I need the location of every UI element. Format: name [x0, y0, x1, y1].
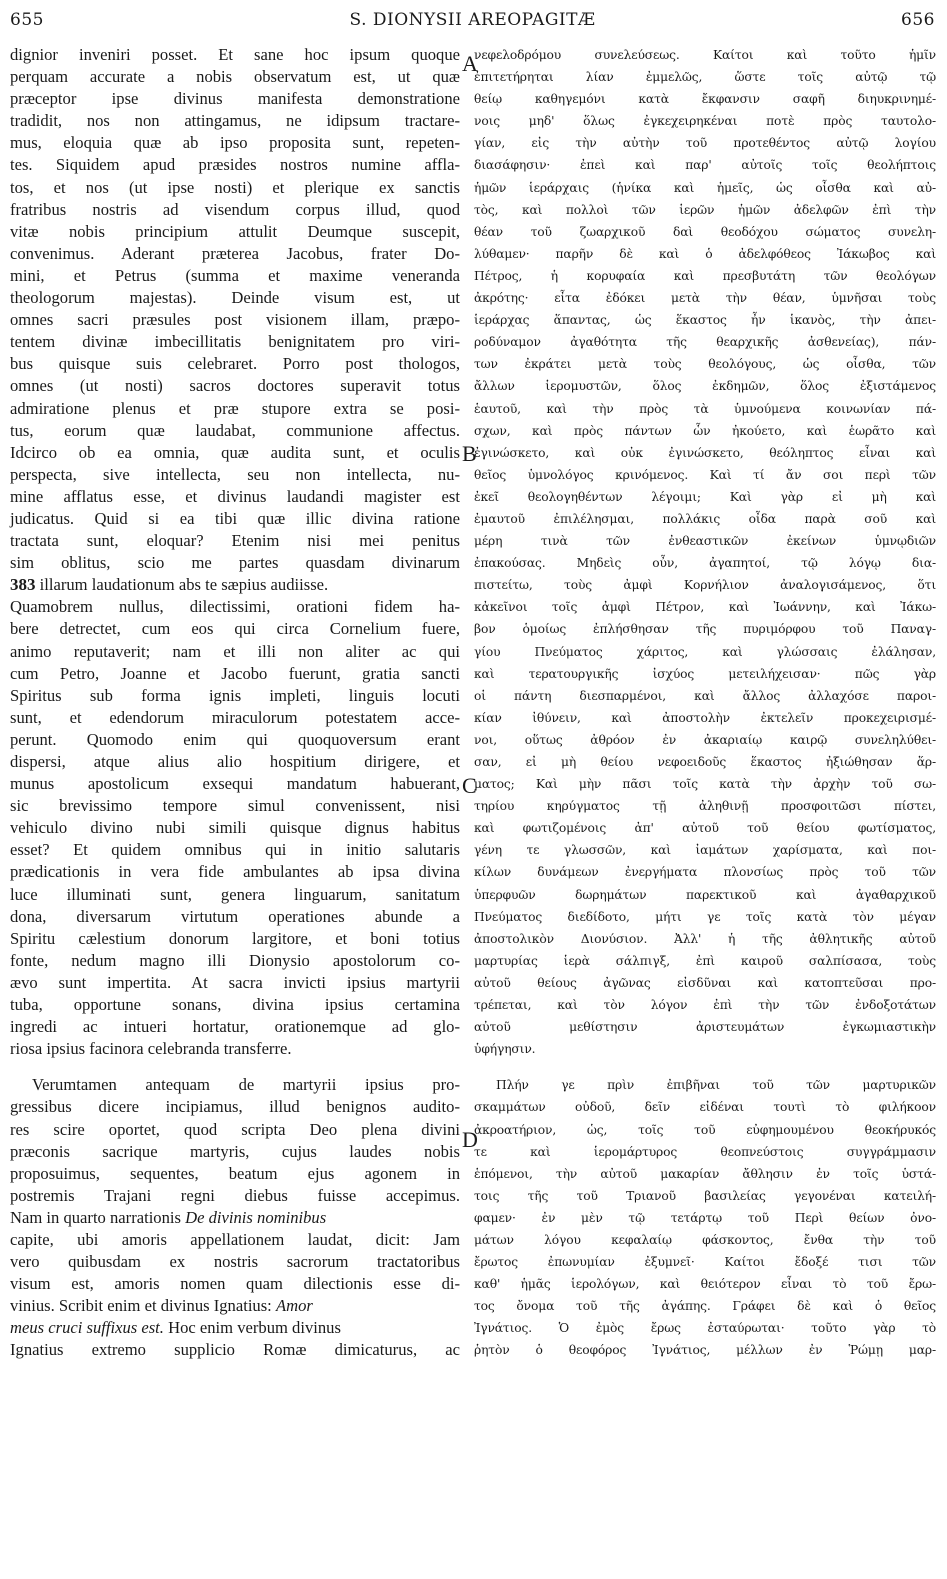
italic-quote: meus cruci suffixus est. — [10, 1318, 164, 1338]
text-line: οἱ πάντη διεσπαρμένοι, καὶ ἄλλος ἀλλαχόσε παροι- — [474, 688, 936, 703]
text-line: riosa ipsius facinora celebranda transferre. — [10, 1039, 292, 1059]
text-line: mini, et Petrus (summa et maxime veneranda — [10, 265, 460, 285]
text-line: κἀκεῖνοι τοῖς ἀμφὶ Πέτρον, καὶ Ἰωάννην, καὶ Ἰάκω- — [474, 600, 936, 615]
text-line — [10, 1295, 460, 1317]
italic-quote: Amor — [275, 1296, 313, 1316]
margin-letter-c: C — [462, 773, 477, 798]
text-line: tuba, opportune sonans, divina ipsius certamina — [10, 995, 460, 1015]
text-line: capite, ubi amoris appellationem laudat, dicit: Jam — [10, 1229, 460, 1249]
text-line: dignior inveniri posset. Et sane hoc ipsum quoque — [10, 45, 460, 64]
text-line: μαρτυρίας ἱερὰ σάλπιγξ, ἐπὶ καιροῦ σαλπίσασα, τοὺς — [474, 953, 936, 968]
text-line: ἑαυτοῦ, καὶ τὴν πρὸς τὰ ὑμνούμενα κοινωνίαν πά- — [474, 401, 936, 416]
text-line: Ἰγνάτιος. Ὁ ἐμὸς ἔρως ἐσταύρωται· τοῦτο γὰρ τὸ — [474, 1321, 936, 1336]
text-line: Spiritus sub forma ignis impleti, linguis locuti — [10, 685, 460, 705]
text-line: Spiritu cælestium donorum largitore, et boni totius — [10, 928, 460, 948]
text-line: ἐκεῖ θεολογηθέντων λέγοιμι; Καὶ γὰρ εἰ μὴ καὶ — [474, 489, 936, 504]
text-line: ἐγινώσκετο, καὶ οὐκ ἐγινώσκετο, θεόληπτος εἶναι καὶ — [474, 445, 936, 460]
text-line — [10, 1317, 460, 1339]
greek-paragraph-1 — [474, 44, 936, 1060]
latin-paragraph-2 — [10, 1074, 460, 1361]
text-line: proposuimus, sequentes, beatum ejus agonem in — [10, 1163, 460, 1183]
paragraph-gap — [10, 1060, 460, 1074]
text-line: tes. Siquidem apud præsides nostros numine affla- — [10, 155, 460, 175]
text-line: esset? Et quidem omnibus qui in initio salutaris — [10, 840, 460, 860]
text-line: πιστείτω, τοὺς ἀμφὶ Κορνήλιον ἀναλογισάμενος, ὅτι — [474, 578, 936, 593]
text-line: tentem divinæ imbecillitatis benignitatem pro viri- — [10, 332, 460, 352]
text-line: visum est, amoris nomen quam dilectionis esse di- — [10, 1274, 460, 1294]
text-line: ροδύναμον ἀγαθότητα τῆς θεαρχικῆς ἀσθενείας), πάν- — [474, 335, 936, 350]
text-line: Ignatius extremo supplicio Romæ dimicaturus, ac — [10, 1340, 460, 1360]
text-line: κίαν ἰθύνειν, καὶ ἀποστολὴν ἐκτελεῖν προκεχειρισμέ- — [474, 710, 936, 725]
text-line: αὐτοῦ θείους ἀγῶνας εἰσδῦναι καὶ κατοπτεῦσαι προ- — [474, 975, 936, 990]
text-line: postremis Trajani regni diebus fuisse accepimus. — [10, 1185, 460, 1205]
text-line: ῥητὸν ὁ θεοφόρος Ἰγνάτιος, μέλλων ἐν Ῥώμῃ μαρ- — [474, 1343, 936, 1358]
text-line: τε καὶ ἱερομάρτυρος θεοπνεύστοις συγγράμμασιν — [474, 1144, 936, 1159]
text-line: σαν, εἰ μὴ θείου νεφοειδοῦς ἕκαστος ἠξιώθησαν ἅρ- — [474, 755, 936, 769]
text-line: convenimus. Aderant præterea Jacobus, frater Do- — [10, 243, 460, 263]
paragraph-gap — [474, 1060, 936, 1074]
text-line: ἀκροατήριον, ὡς, τοῖς τοῦ εὐφημουμένου θεοκήρυκός — [474, 1122, 936, 1137]
text-line: perspecta, sive intellecta, seu non intellecta, nu- — [10, 464, 460, 484]
text-line — [10, 1207, 460, 1229]
text-line: ὑφήγησιν. — [474, 1042, 536, 1057]
text-line: vitæ nobis principium attulit Deumque suscepit, — [10, 221, 460, 241]
text-line: γίου Πνεύματος χάριτος, καὶ γλώσσαις ἐλάλησαν, — [474, 644, 936, 659]
line-text: Hoc enim verbum divinus — [163, 1318, 341, 1338]
text-line: Πλήν γε πρὶν ἐπιβῆναι τοῦ τῶν μαρτυρικῶν — [496, 1078, 936, 1093]
text-line: καὶ φωτιζομένοις ἀπ' αὐτοῦ τοῦ θείου φωτίσματος, — [474, 821, 936, 836]
text-line: ματος; Καὶ μὴν πᾶσι τοῖς κατὰ τὴν ἀρχὴν τοῦ σω- — [474, 777, 936, 792]
text-line: fonte, nedum magno illi Dionysio apostolorum co- — [10, 950, 460, 970]
text-line: tos, et nos (ut ipse nosti) et plerique ex sanctis — [10, 177, 460, 197]
latin-paragraph-1 — [10, 44, 460, 1060]
text-line: fratribus nostris ad visendum corpus illud, quod — [10, 199, 460, 219]
text-line: dona, diversarum virtutum operationes abunde a — [10, 906, 460, 926]
running-title: S. DIONYSII AREOPAGITÆ — [349, 10, 596, 30]
margin-letter-a: A — [462, 51, 478, 76]
text-line: βον ὁμοίως ἐπλήσθησαν τῆς πυριμόρφου τοῦ Παναγ- — [474, 622, 936, 637]
page-number-left: 655 — [10, 10, 44, 30]
text-line: Πέτρος, ἡ κορυφαία καὶ πρεσβυτάτη τῶν θεολόγων — [474, 268, 936, 283]
text-line: γίαν, εἰς τὴν αὐτὴν τοῦ προτεθέντος αὐτῷ λογίου — [474, 136, 936, 151]
text-line: θέαν τοῦ ζωαρχικοῦ δαὶ θεοδόχου σώματος συνελη- — [474, 224, 936, 239]
text-line: theologorum majestas). Deinde visum est, ut — [10, 288, 460, 308]
text-line: præconis sacrique martyris, cujus laudes nobis — [10, 1141, 460, 1161]
text-line: των ἐκράτει μετὰ τοὺς θεολόγους, ὡς οἶσθα, τῶν — [474, 357, 936, 372]
text-line: ὑπερφυῶν δωρημάτων παρεκτικοῦ καὶ ἀγαθαρχικοῦ — [474, 887, 936, 902]
text-line: sim oblitus, scio me partes quasdam divinarum — [10, 553, 460, 573]
text-line: perunt. Quomodo enim qui quoquoversum erant — [10, 729, 460, 749]
text-line: gressibus dicere incipiamus, illud benignos audito- — [10, 1097, 460, 1117]
text-line: νοι, οὕτως ἀθρόον ἐν ἀκαριαίῳ καιρῷ συνεληλύθει- — [474, 732, 936, 747]
text-line: mus, eloquia quæ ab ipso proposita sunt, repeten- — [10, 133, 460, 153]
greek-column — [474, 44, 936, 1362]
text-line: præceptor ipse divinus manifesta demonstratione — [10, 89, 460, 109]
text-line: τρέπεται, καὶ τὸν λόγον ἐπὶ τὴν τῶν ἐνδοξοτάτων — [474, 998, 936, 1013]
text-line: ἐμαυτοῦ ἐπιλέλησμαι, πολλάκις οἶδα παρὰ σοῦ καὶ — [474, 511, 936, 526]
text-line: καὶ τερατουργικῆς ἰσχύος μετειλήχεισαν· πῶς γὰρ — [474, 666, 936, 681]
text-line: ἔρωτος ἐπωνυμίαν ἐξυμνεῖ· Καίτοι ἔδοξέ τισι τῶν — [474, 1255, 936, 1270]
text-line: τὸς, καὶ πολλοὶ τῶν ἱερῶν ἡμῶν ἀδελφῶν ἐπὶ τὴν — [474, 202, 936, 217]
line-text: Nam in quarto narrationis — [10, 1207, 181, 1227]
text-line: ἡμῶν ἱεράρχαις (ἡνίκα καὶ ἡμεῖς, ὡς οἶσθα καὶ αὐ- — [474, 180, 936, 195]
text-line: νεφελοδρόμου συνελεύσεως. Καίτοι καὶ τοῦτο ἡμῖν — [474, 48, 936, 62]
text-line: μάτων λόγου κεφαλαίῳ φάσκοντος, ἔνθα τὴν τοῦ — [474, 1232, 936, 1247]
text-line: perquam accurate a nobis observatum est, ut quæ — [10, 67, 460, 87]
text-line: σχων, καὶ πρὸς πάντων ὧν ἠκούετο, καὶ ἑωρᾶτο καὶ — [474, 423, 936, 438]
column-number: 383 — [10, 575, 36, 595]
text-line: bus quisque suis celebraret. Porro post thologos, — [10, 354, 460, 374]
text-line: omnes sacri præsules post visionem illam, præpo- — [10, 310, 460, 330]
text-line: cum Petro, Joanne et Jacobo fuerunt, gratia sancti — [10, 663, 460, 683]
text-line: ἄλλων ἱερομυστῶν, ὅλος ἐκδημῶν, ὅλος ἐξιστάμενος — [474, 379, 936, 394]
text-line: bere detrectet, cum eos qui circa Cornelium fuere, — [10, 619, 460, 639]
text-line: vehiculo divino nubi simili quisque dignus habitus — [10, 818, 460, 838]
text-line: τοις τῆς τοῦ Τριανοῦ βασιλείας γεγονέναι κατειλή- — [474, 1188, 936, 1203]
latin-column — [10, 44, 460, 1362]
text-line: admiratione plenus et præ stupore extra se posi- — [10, 398, 460, 418]
text-line: ἐπιτετήρηται λίαν ἐμμελῶς, ὥστε τοῖς αὐτῷ τῷ — [474, 70, 936, 85]
text-line: judicatus. Quid si ea tibi quæ illic divina ratione — [10, 508, 460, 528]
text-line: munus apostolicum exsequi mandatum habuerant, — [10, 774, 460, 794]
text-line: θείῳ καθηγεμόνι κατὰ ἔκφανσιν σαφῆ διηυκρινημέ- — [474, 92, 936, 107]
text-line: σκαμμάτων οὐδοῦ, δεῖν εἰδέναι τουτὶ τὸ φιλήκοον — [474, 1100, 936, 1115]
text-line: μέρη τινὰ τῶν ἐνθεαστικῶν ἐκείνων ὑμνῳδιῶν — [474, 534, 936, 549]
text-line: ἀκρότης· εἶτα ἐδόκει μετὰ τὴν θέαν, ὑμνῆσαι τοὺς — [474, 291, 936, 306]
margin-letter-b: B — [462, 441, 477, 466]
greek-paragraph-2 — [474, 1074, 936, 1361]
text-line: ἐπακούσας. Μηδεὶς οὖν, ἀγαπητοί, τῷ λόγῳ δια- — [474, 556, 936, 571]
line-text: illarum laudationum abs te sæpius audiisse. — [35, 575, 329, 595]
text-line: ævo sunt impertita. At sacra invicti ipsius martyrii — [10, 972, 460, 992]
text-line: θεῖος ὑμνολόγος κρινόμενος. Καὶ τί ἄν σοι περὶ τῶν — [474, 467, 936, 482]
text-line: luce illuminati sunt, genera linguarum, sanitatum — [10, 884, 460, 904]
text-line: tractata sunt, eloquar? Etenim nisi mei penitus — [10, 531, 460, 551]
text-line: Πνεύματος διεδίδοτο, μήτι γε τοῖς κατὰ τὸν μέγαν — [474, 909, 936, 924]
text-line: res scire oportet, quod scripta Deo plena divini — [10, 1119, 460, 1139]
text-line: sic brevissimo tempore simul convenissent, nisi — [10, 796, 460, 816]
text-line: dispersi, atque alius alio hospitium dirigere, et — [10, 752, 460, 771]
text-line: ingredi ac intueri hortatur, orationemque ad glo- — [10, 1017, 460, 1037]
page-header — [10, 6, 935, 34]
text-line: tradidit, nos non attingamus, ne idipsum tractare- — [10, 111, 460, 131]
text-line: αὐτοῦ μεθίστησιν ἀριστευμάτων ἐγκωμιαστικὴν — [474, 1020, 936, 1035]
text-line: prædicationis in vera fide ambulantes ab ipsa divina — [10, 862, 460, 882]
text-line: ἑπόμενοι, τὴν αὐτοῦ μακαρίαν ἄθλησιν ἐν τοῖς ὑστά- — [474, 1166, 936, 1181]
line-text: vinius. Scribit enim et divinus Ignatius: — [10, 1296, 272, 1316]
text-line: γένη τε γλωσσῶν, καὶ ἰαμάτων χαρίσματα, καὶ ποι- — [474, 843, 936, 858]
text-line: tus, eorum quæ laudabat, communione affectus. — [10, 420, 460, 440]
text-line: διασάφησιν· ἐπεὶ καὶ παρ' αὐτοῖς τοῖς θεολήπτοις — [474, 158, 936, 173]
text-line: sunt, et edendorum miraculorum potestatem acce- — [10, 707, 460, 727]
text-line: animo reputaverit; nam et illi non aliter ac qui — [10, 641, 460, 661]
margin-letter-d: D — [462, 1127, 478, 1152]
text-line: ἀποστολικὸν Διονύσιον. Ἀλλ' ἡ τῆς ἀθλητικῆς αὐτοῦ — [474, 931, 936, 946]
text-line — [10, 574, 460, 596]
text-line: Quamobrem nullus, dilectissimi, orationi fidem ha- — [10, 597, 460, 617]
text-line: ἱεράρχας ἅπαντας, ὡς ἕκαστος ἦν ἱκανὸς, τὴν ἀπει- — [474, 313, 936, 328]
text-line: Idcirco ob ea omnia, quæ audita sunt, et oculis — [10, 442, 460, 462]
text-line: mine afflatus esse, et divinus laudandi magister est — [10, 486, 460, 506]
text-line: Verumtamen antequam de martyrii ipsius pro- — [32, 1075, 460, 1095]
text-line: κίλων δυνάμεων ἐνεργήματα πλονσίως πρὸς τοῦ τῶν — [474, 865, 936, 880]
italic-title: De divinis nominibus — [185, 1207, 327, 1227]
page-number-right: 656 — [901, 10, 935, 30]
text-line: omnes (ut nosti) sacros doctores superavit totus — [10, 376, 460, 396]
text-line: vero quibusdam ex nostris sacrorum tractatoribus — [10, 1252, 460, 1272]
text-line: τος ὄνομα τοῦ τῆς ἀγάπης. Γράφει δὲ καὶ ὁ θεῖος — [474, 1299, 936, 1314]
text-line: τηρίου κηρύγματος τῇ ἀληθινῇ προσφοιτῶσι πίστει, — [474, 799, 936, 814]
text-line: λύθαμεν· παρῆν δὲ καὶ ὁ ἀδελφόθεος Ἰάκωβος καὶ — [474, 246, 936, 261]
text-line: καθ' ἡμᾶς ἱερολόγων, καὶ θειότερον εἶναι τὸ τοῦ ἔρω- — [474, 1277, 936, 1292]
text-line: φαμεν· ἐν μὲν τῷ τετάρτῳ τοῦ Περὶ θείων ὀνο- — [474, 1210, 936, 1225]
text-line: νοις μηδ' ὅλως ἐγκεχειρηκέναι ποτὲ πρὸς ταυτολο- — [474, 114, 936, 129]
